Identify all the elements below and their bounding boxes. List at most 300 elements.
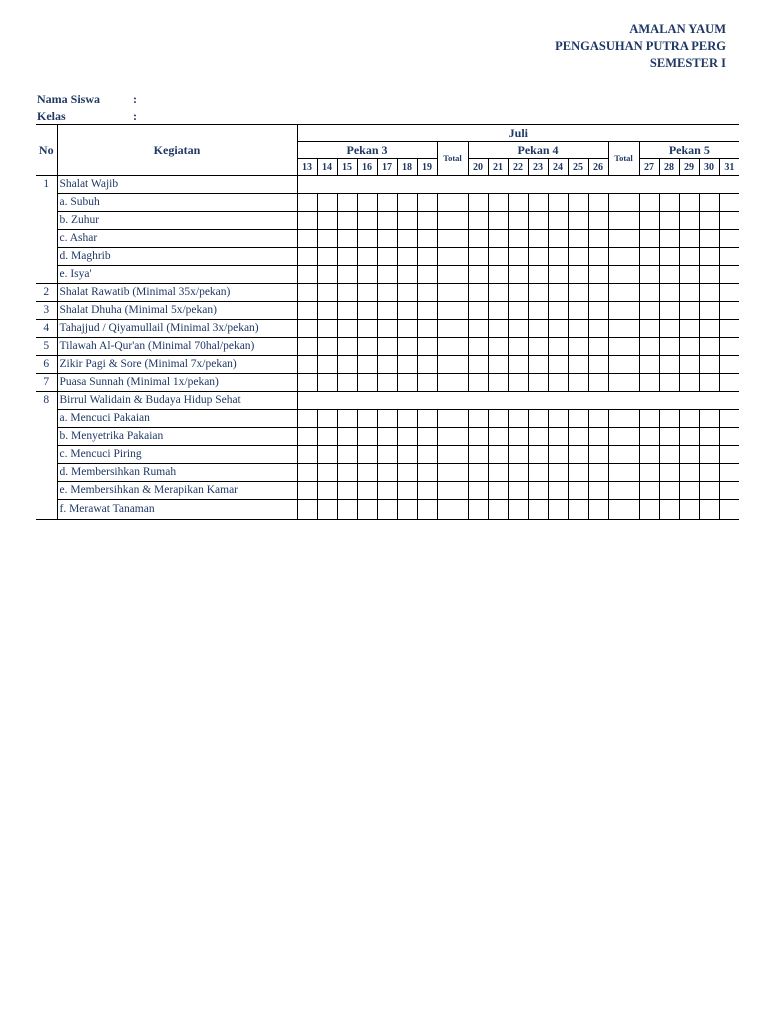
check-cell[interactable] [588, 320, 608, 338]
check-cell[interactable] [397, 302, 417, 320]
check-cell[interactable] [588, 374, 608, 392]
check-cell[interactable] [397, 464, 417, 482]
check-cell[interactable] [659, 338, 679, 356]
check-cell[interactable] [699, 446, 719, 464]
check-cell[interactable] [488, 338, 508, 356]
check-cell[interactable] [659, 356, 679, 374]
total-cell[interactable] [608, 212, 639, 230]
check-cell[interactable] [468, 410, 488, 428]
check-cell[interactable] [699, 230, 719, 248]
check-cell[interactable] [679, 194, 699, 212]
check-cell[interactable] [317, 194, 337, 212]
check-cell[interactable] [639, 248, 659, 266]
check-cell[interactable] [588, 284, 608, 302]
check-cell[interactable] [508, 338, 528, 356]
check-cell[interactable] [317, 374, 337, 392]
check-cell[interactable] [357, 194, 377, 212]
check-cell[interactable] [719, 284, 739, 302]
check-cell[interactable] [639, 428, 659, 446]
check-cell[interactable] [568, 500, 588, 520]
total-cell[interactable] [437, 410, 468, 428]
check-cell[interactable] [679, 320, 699, 338]
check-cell[interactable] [317, 428, 337, 446]
check-cell[interactable] [568, 194, 588, 212]
check-cell[interactable] [468, 302, 488, 320]
check-cell[interactable] [377, 194, 397, 212]
check-cell[interactable] [397, 230, 417, 248]
check-cell[interactable] [337, 248, 357, 266]
check-cell[interactable] [297, 482, 317, 500]
check-cell[interactable] [417, 338, 437, 356]
check-cell[interactable] [317, 212, 337, 230]
total-cell[interactable] [437, 266, 468, 284]
check-cell[interactable] [719, 338, 739, 356]
check-cell[interactable] [659, 446, 679, 464]
check-cell[interactable] [397, 212, 417, 230]
check-cell[interactable] [317, 266, 337, 284]
check-cell[interactable] [639, 212, 659, 230]
check-cell[interactable] [679, 302, 699, 320]
check-cell[interactable] [528, 356, 548, 374]
check-cell[interactable] [679, 446, 699, 464]
total-cell[interactable] [608, 374, 639, 392]
check-cell[interactable] [297, 320, 317, 338]
check-cell[interactable] [468, 446, 488, 464]
check-cell[interactable] [528, 374, 548, 392]
total-cell[interactable] [608, 230, 639, 248]
check-cell[interactable] [588, 248, 608, 266]
total-cell[interactable] [437, 482, 468, 500]
check-cell[interactable] [659, 266, 679, 284]
check-cell[interactable] [317, 338, 337, 356]
check-cell[interactable] [297, 338, 317, 356]
check-cell[interactable] [397, 248, 417, 266]
check-cell[interactable] [719, 410, 739, 428]
check-cell[interactable] [699, 302, 719, 320]
check-cell[interactable] [488, 464, 508, 482]
check-cell[interactable] [719, 446, 739, 464]
check-cell[interactable] [548, 284, 568, 302]
check-cell[interactable] [417, 500, 437, 520]
check-cell[interactable] [417, 212, 437, 230]
check-cell[interactable] [357, 248, 377, 266]
total-cell[interactable] [437, 302, 468, 320]
check-cell[interactable] [699, 320, 719, 338]
check-cell[interactable] [488, 302, 508, 320]
check-cell[interactable] [397, 482, 417, 500]
check-cell[interactable] [548, 338, 568, 356]
check-cell[interactable] [508, 356, 528, 374]
check-cell[interactable] [659, 248, 679, 266]
check-cell[interactable] [699, 212, 719, 230]
check-cell[interactable] [377, 482, 397, 500]
check-cell[interactable] [588, 266, 608, 284]
check-cell[interactable] [317, 302, 337, 320]
check-cell[interactable] [357, 464, 377, 482]
check-cell[interactable] [297, 356, 317, 374]
check-cell[interactable] [719, 428, 739, 446]
check-cell[interactable] [699, 266, 719, 284]
check-cell[interactable] [397, 320, 417, 338]
check-cell[interactable] [508, 194, 528, 212]
check-cell[interactable] [679, 212, 699, 230]
check-cell[interactable] [639, 446, 659, 464]
check-cell[interactable] [468, 212, 488, 230]
check-cell[interactable] [588, 428, 608, 446]
check-cell[interactable] [357, 266, 377, 284]
check-cell[interactable] [528, 248, 548, 266]
total-cell[interactable] [608, 464, 639, 482]
check-cell[interactable] [468, 428, 488, 446]
check-cell[interactable] [377, 266, 397, 284]
check-cell[interactable] [397, 446, 417, 464]
check-cell[interactable] [508, 248, 528, 266]
check-cell[interactable] [317, 500, 337, 520]
check-cell[interactable] [508, 230, 528, 248]
check-cell[interactable] [719, 320, 739, 338]
check-cell[interactable] [357, 428, 377, 446]
check-cell[interactable] [417, 446, 437, 464]
check-cell[interactable] [528, 302, 548, 320]
check-cell[interactable] [699, 284, 719, 302]
check-cell[interactable] [719, 464, 739, 482]
check-cell[interactable] [699, 248, 719, 266]
check-cell[interactable] [377, 446, 397, 464]
check-cell[interactable] [719, 500, 739, 520]
check-cell[interactable] [508, 320, 528, 338]
check-cell[interactable] [377, 212, 397, 230]
check-cell[interactable] [357, 410, 377, 428]
check-cell[interactable] [337, 338, 357, 356]
check-cell[interactable] [377, 248, 397, 266]
check-cell[interactable] [468, 248, 488, 266]
check-cell[interactable] [337, 194, 357, 212]
check-cell[interactable] [568, 230, 588, 248]
check-cell[interactable] [397, 374, 417, 392]
check-cell[interactable] [548, 266, 568, 284]
check-cell[interactable] [297, 230, 317, 248]
total-cell[interactable] [608, 266, 639, 284]
check-cell[interactable] [337, 500, 357, 520]
total-cell[interactable] [608, 320, 639, 338]
check-cell[interactable] [659, 194, 679, 212]
check-cell[interactable] [377, 356, 397, 374]
check-cell[interactable] [317, 356, 337, 374]
total-cell[interactable] [608, 284, 639, 302]
check-cell[interactable] [568, 374, 588, 392]
check-cell[interactable] [337, 356, 357, 374]
total-cell[interactable] [608, 446, 639, 464]
total-cell[interactable] [608, 428, 639, 446]
check-cell[interactable] [568, 428, 588, 446]
check-cell[interactable] [588, 302, 608, 320]
check-cell[interactable] [377, 284, 397, 302]
check-cell[interactable] [297, 212, 317, 230]
check-cell[interactable] [397, 500, 417, 520]
check-cell[interactable] [297, 464, 317, 482]
check-cell[interactable] [397, 428, 417, 446]
check-cell[interactable] [659, 212, 679, 230]
check-cell[interactable] [568, 446, 588, 464]
check-cell[interactable] [568, 410, 588, 428]
check-cell[interactable] [468, 374, 488, 392]
total-cell[interactable] [437, 446, 468, 464]
check-cell[interactable] [639, 410, 659, 428]
check-cell[interactable] [417, 320, 437, 338]
check-cell[interactable] [568, 356, 588, 374]
check-cell[interactable] [568, 482, 588, 500]
check-cell[interactable] [679, 266, 699, 284]
check-cell[interactable] [568, 212, 588, 230]
check-cell[interactable] [488, 500, 508, 520]
check-cell[interactable] [377, 410, 397, 428]
check-cell[interactable] [468, 482, 488, 500]
check-cell[interactable] [659, 500, 679, 520]
total-cell[interactable] [608, 482, 639, 500]
check-cell[interactable] [528, 428, 548, 446]
check-cell[interactable] [297, 374, 317, 392]
check-cell[interactable] [397, 194, 417, 212]
total-cell[interactable] [437, 338, 468, 356]
check-cell[interactable] [588, 230, 608, 248]
check-cell[interactable] [659, 464, 679, 482]
check-cell[interactable] [357, 212, 377, 230]
check-cell[interactable] [508, 266, 528, 284]
check-cell[interactable] [588, 194, 608, 212]
check-cell[interactable] [639, 482, 659, 500]
check-cell[interactable] [357, 356, 377, 374]
check-cell[interactable] [699, 410, 719, 428]
total-cell[interactable] [437, 428, 468, 446]
check-cell[interactable] [488, 248, 508, 266]
check-cell[interactable] [548, 302, 568, 320]
check-cell[interactable] [488, 266, 508, 284]
check-cell[interactable] [588, 482, 608, 500]
total-cell[interactable] [608, 302, 639, 320]
check-cell[interactable] [297, 410, 317, 428]
check-cell[interactable] [699, 194, 719, 212]
total-cell[interactable] [437, 212, 468, 230]
check-cell[interactable] [468, 338, 488, 356]
check-cell[interactable] [548, 194, 568, 212]
check-cell[interactable] [508, 302, 528, 320]
check-cell[interactable] [417, 230, 437, 248]
check-cell[interactable] [548, 212, 568, 230]
check-cell[interactable] [508, 464, 528, 482]
check-cell[interactable] [528, 500, 548, 520]
check-cell[interactable] [297, 248, 317, 266]
check-cell[interactable] [639, 266, 659, 284]
check-cell[interactable] [719, 266, 739, 284]
check-cell[interactable] [528, 266, 548, 284]
check-cell[interactable] [639, 356, 659, 374]
check-cell[interactable] [337, 374, 357, 392]
check-cell[interactable] [508, 410, 528, 428]
check-cell[interactable] [548, 356, 568, 374]
check-cell[interactable] [488, 410, 508, 428]
check-cell[interactable] [357, 374, 377, 392]
check-cell[interactable] [417, 482, 437, 500]
check-cell[interactable] [719, 356, 739, 374]
check-cell[interactable] [699, 356, 719, 374]
check-cell[interactable] [357, 320, 377, 338]
check-cell[interactable] [468, 230, 488, 248]
check-cell[interactable] [377, 230, 397, 248]
check-cell[interactable] [639, 230, 659, 248]
check-cell[interactable] [568, 302, 588, 320]
check-cell[interactable] [488, 194, 508, 212]
check-cell[interactable] [397, 338, 417, 356]
check-cell[interactable] [548, 320, 568, 338]
check-cell[interactable] [508, 500, 528, 520]
check-cell[interactable] [297, 194, 317, 212]
check-cell[interactable] [337, 266, 357, 284]
check-cell[interactable] [699, 374, 719, 392]
check-cell[interactable] [699, 428, 719, 446]
check-cell[interactable] [548, 500, 568, 520]
check-cell[interactable] [639, 464, 659, 482]
check-cell[interactable] [377, 464, 397, 482]
check-cell[interactable] [528, 284, 548, 302]
total-cell[interactable] [608, 194, 639, 212]
check-cell[interactable] [659, 302, 679, 320]
total-cell[interactable] [437, 284, 468, 302]
total-cell[interactable] [608, 410, 639, 428]
check-cell[interactable] [377, 338, 397, 356]
check-cell[interactable] [508, 446, 528, 464]
check-cell[interactable] [397, 284, 417, 302]
check-cell[interactable] [337, 212, 357, 230]
check-cell[interactable] [488, 230, 508, 248]
check-cell[interactable] [679, 428, 699, 446]
check-cell[interactable] [317, 284, 337, 302]
check-cell[interactable] [639, 320, 659, 338]
total-cell[interactable] [437, 374, 468, 392]
check-cell[interactable] [317, 248, 337, 266]
check-cell[interactable] [588, 464, 608, 482]
check-cell[interactable] [397, 356, 417, 374]
check-cell[interactable] [528, 338, 548, 356]
check-cell[interactable] [679, 284, 699, 302]
check-cell[interactable] [659, 482, 679, 500]
check-cell[interactable] [488, 356, 508, 374]
check-cell[interactable] [719, 194, 739, 212]
check-cell[interactable] [719, 230, 739, 248]
check-cell[interactable] [377, 500, 397, 520]
check-cell[interactable] [297, 302, 317, 320]
check-cell[interactable] [377, 302, 397, 320]
check-cell[interactable] [337, 320, 357, 338]
check-cell[interactable] [297, 446, 317, 464]
total-cell[interactable] [437, 356, 468, 374]
check-cell[interactable] [639, 500, 659, 520]
check-cell[interactable] [337, 284, 357, 302]
check-cell[interactable] [508, 374, 528, 392]
check-cell[interactable] [337, 428, 357, 446]
check-cell[interactable] [719, 374, 739, 392]
check-cell[interactable] [548, 482, 568, 500]
check-cell[interactable] [337, 482, 357, 500]
check-cell[interactable] [548, 428, 568, 446]
check-cell[interactable] [659, 284, 679, 302]
check-cell[interactable] [417, 464, 437, 482]
check-cell[interactable] [297, 266, 317, 284]
check-cell[interactable] [568, 248, 588, 266]
check-cell[interactable] [488, 482, 508, 500]
check-cell[interactable] [659, 374, 679, 392]
check-cell[interactable] [699, 338, 719, 356]
check-cell[interactable] [337, 302, 357, 320]
check-cell[interactable] [357, 302, 377, 320]
check-cell[interactable] [468, 266, 488, 284]
total-cell[interactable] [437, 320, 468, 338]
check-cell[interactable] [699, 482, 719, 500]
check-cell[interactable] [639, 194, 659, 212]
check-cell[interactable] [699, 464, 719, 482]
check-cell[interactable] [357, 230, 377, 248]
check-cell[interactable] [488, 446, 508, 464]
check-cell[interactable] [719, 482, 739, 500]
check-cell[interactable] [468, 464, 488, 482]
check-cell[interactable] [528, 212, 548, 230]
check-cell[interactable] [679, 338, 699, 356]
check-cell[interactable] [357, 338, 377, 356]
check-cell[interactable] [548, 230, 568, 248]
total-cell[interactable] [437, 194, 468, 212]
check-cell[interactable] [699, 500, 719, 520]
check-cell[interactable] [659, 428, 679, 446]
total-cell[interactable] [608, 338, 639, 356]
check-cell[interactable] [528, 230, 548, 248]
check-cell[interactable] [317, 230, 337, 248]
check-cell[interactable] [568, 464, 588, 482]
check-cell[interactable] [659, 410, 679, 428]
check-cell[interactable] [468, 194, 488, 212]
total-cell[interactable] [437, 230, 468, 248]
check-cell[interactable] [417, 194, 437, 212]
total-cell[interactable] [437, 248, 468, 266]
check-cell[interactable] [337, 410, 357, 428]
check-cell[interactable] [679, 500, 699, 520]
check-cell[interactable] [659, 320, 679, 338]
check-cell[interactable] [568, 284, 588, 302]
check-cell[interactable] [337, 446, 357, 464]
check-cell[interactable] [468, 320, 488, 338]
check-cell[interactable] [528, 320, 548, 338]
check-cell[interactable] [508, 428, 528, 446]
check-cell[interactable] [488, 284, 508, 302]
check-cell[interactable] [528, 464, 548, 482]
check-cell[interactable] [639, 284, 659, 302]
check-cell[interactable] [417, 410, 437, 428]
check-cell[interactable] [357, 446, 377, 464]
check-cell[interactable] [417, 428, 437, 446]
check-cell[interactable] [679, 230, 699, 248]
check-cell[interactable] [528, 446, 548, 464]
total-cell[interactable] [608, 500, 639, 520]
check-cell[interactable] [568, 338, 588, 356]
check-cell[interactable] [588, 338, 608, 356]
total-cell[interactable] [437, 500, 468, 520]
check-cell[interactable] [297, 500, 317, 520]
check-cell[interactable] [568, 320, 588, 338]
check-cell[interactable] [548, 374, 568, 392]
check-cell[interactable] [659, 230, 679, 248]
check-cell[interactable] [719, 302, 739, 320]
check-cell[interactable] [719, 248, 739, 266]
check-cell[interactable] [317, 320, 337, 338]
total-cell[interactable] [608, 248, 639, 266]
